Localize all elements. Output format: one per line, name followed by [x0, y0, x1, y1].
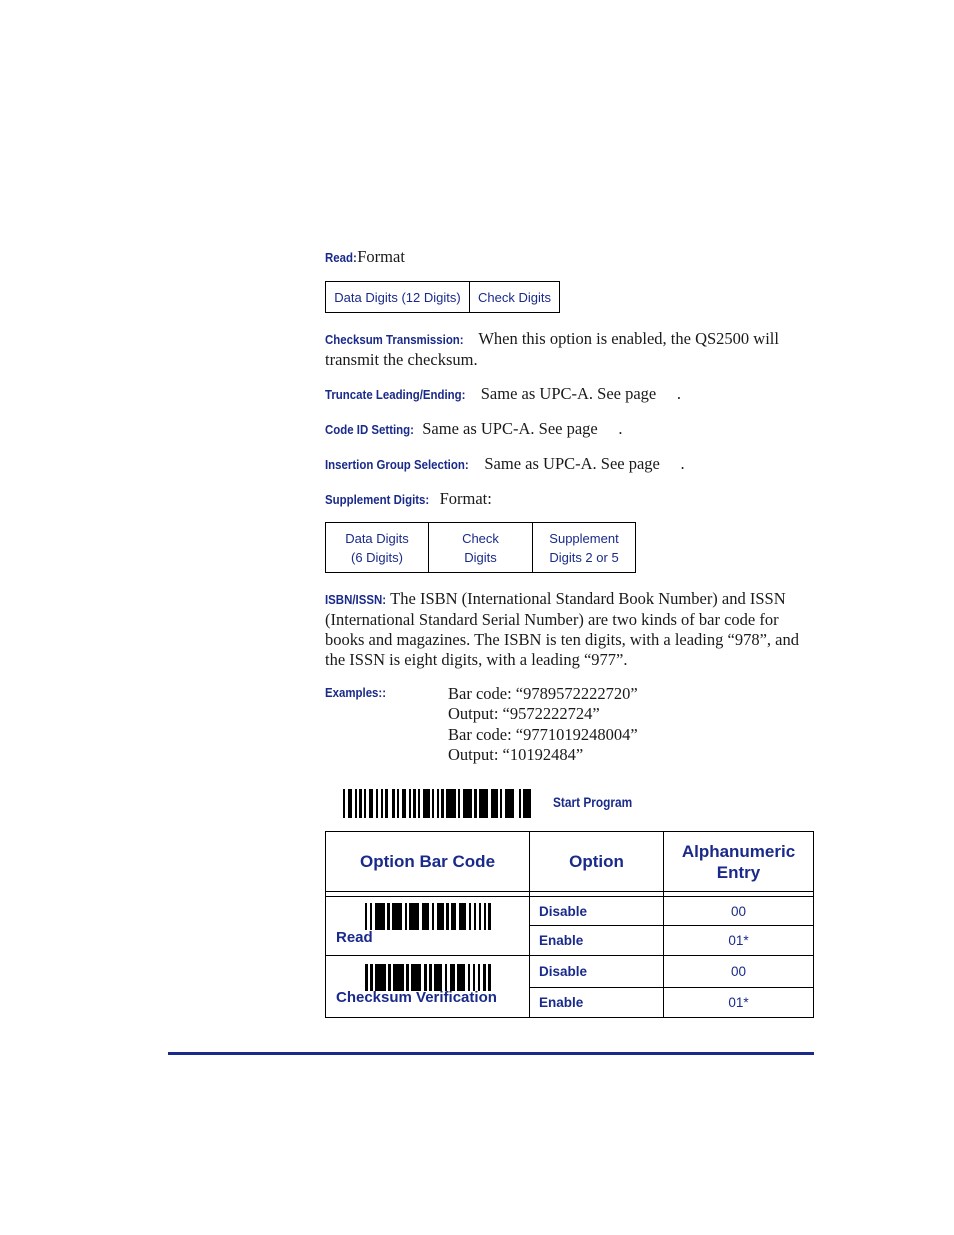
option-enable: Enable — [530, 926, 664, 956]
supplement-digits-line1: Supplement — [549, 530, 619, 546]
example-line: Bar code: “9789572222720” — [448, 684, 638, 703]
barcode-bar — [375, 964, 385, 991]
supplement-format-box — [325, 522, 636, 573]
format-data-digits: Data Digits (12 Digits) — [334, 289, 461, 305]
barcode-bar — [392, 903, 402, 930]
barcode-bar — [523, 789, 530, 818]
start-program-label: Start Program — [553, 795, 633, 810]
entry-value: 00 — [664, 956, 814, 988]
read-heading — [325, 247, 815, 268]
read-text: Format — [353, 247, 405, 266]
header-option-bar-code: Option Bar Code — [326, 832, 530, 892]
barcode-bar — [463, 789, 472, 818]
barcode-bar — [488, 964, 491, 991]
insertion-group-label: Insertion Group Selection: — [325, 457, 469, 472]
read-barcode[interactable] — [365, 903, 491, 930]
table-row — [326, 897, 814, 926]
entry-value: 01* — [664, 987, 814, 1018]
example-line: Output: “10192484” — [448, 744, 584, 764]
truncate-label: Truncate Leading/Ending: — [325, 387, 466, 402]
barcode-bar — [488, 903, 490, 930]
supplement-label: Supplement Digits: — [325, 492, 430, 507]
isbn-paragraph — [325, 589, 815, 670]
insertion-group-text: Same as UPC-A. See page . — [480, 454, 685, 473]
checksum-verification-barcode-cell — [326, 956, 530, 1018]
isbn-label: ISBN/ISSN: — [325, 592, 387, 607]
code-id-paragraph — [325, 419, 815, 440]
checksum-transmission-paragraph — [325, 329, 815, 370]
barcode-bar — [459, 903, 466, 930]
entry-value: 00 — [664, 897, 814, 926]
supplement-data-digits — [326, 523, 428, 572]
barcode-bar — [479, 789, 488, 818]
header-entry-line2: Entry — [716, 862, 761, 882]
checksum-verification-label: Checksum Verification — [336, 989, 497, 1006]
header-option: Option — [530, 832, 664, 892]
supplement-check-digits-line1: Check — [462, 530, 499, 546]
table-row — [326, 956, 814, 988]
option-disable: Disable — [530, 897, 664, 926]
supplement-text: Format: — [435, 489, 492, 508]
table-header-row — [326, 832, 814, 892]
barcode-bar — [457, 964, 465, 991]
supplement-check-digits-line2: Digits — [464, 549, 497, 565]
read-barcode-cell — [326, 897, 530, 956]
checksum-verification-barcode[interactable] — [365, 964, 491, 991]
supplement-data-digits-line1: Data Digits — [345, 530, 409, 546]
barcode-bar — [531, 789, 533, 818]
insertion-group-paragraph — [325, 454, 815, 475]
format-check-digits: Check Digits — [469, 282, 559, 312]
barcode-bar — [505, 789, 514, 818]
barcode-bar — [423, 789, 430, 818]
entry-value: 01* — [664, 926, 814, 956]
barcode-bar — [434, 964, 442, 991]
supplement-digits — [532, 523, 635, 572]
barcode-bar — [411, 964, 421, 991]
read-label: Read: — [325, 250, 357, 265]
code-id-label: Code ID Setting: — [325, 422, 414, 437]
example-line: Output: “9572222724” — [448, 704, 600, 724]
barcode-bar — [393, 964, 403, 991]
start-program-barcode[interactable] — [343, 789, 533, 818]
option-enable: Enable — [530, 987, 664, 1018]
header-entry-line1: Alphanumeric — [681, 841, 796, 861]
supplement-data-digits-line2: (6 Digits) — [350, 549, 403, 565]
barcode-bar — [422, 903, 429, 930]
example-line: Bar code: “9771019248004” — [448, 724, 638, 744]
supplement-check-digits — [428, 523, 532, 572]
truncate-text: Same as UPC-A. See page . — [476, 384, 682, 403]
barcode-bar — [446, 789, 455, 818]
examples-list — [448, 684, 638, 765]
start-program-label-wrap — [553, 794, 635, 812]
read-group-label: Read — [336, 929, 373, 946]
isbn-text: The ISBN (International Standard Book Number) and ISSN (International Standard Serial Number) are two kinds of bar code for books and magazines. The ISBN is ten digits, with a leading “978”, and the ISSN is eight digits, with a leading “977”. — [325, 589, 799, 669]
supplement-digits-line2: Digits 2 or 5 — [549, 549, 619, 565]
barcode-bar — [437, 903, 444, 930]
examples-label: Examples:: — [325, 685, 387, 700]
option-disable: Disable — [530, 956, 664, 988]
code-id-text: Same as UPC-A. See page . — [418, 419, 623, 438]
checksum-transmission-label: Checksum Transmission: — [325, 332, 464, 347]
barcode-bar — [491, 789, 498, 818]
barcode-bar — [375, 903, 385, 930]
barcode-bar — [409, 903, 419, 930]
option-table — [325, 831, 814, 1018]
examples-label-wrap — [325, 684, 386, 702]
checksum-transmission-text: When this option is enabled, the QS2500 will transmit the checksum. — [325, 329, 779, 369]
supplement-paragraph — [325, 489, 815, 510]
read-format-box — [325, 281, 560, 313]
header-alphanumeric-entry — [664, 832, 814, 892]
footer-rule — [168, 1052, 814, 1055]
truncate-paragraph — [325, 384, 815, 405]
